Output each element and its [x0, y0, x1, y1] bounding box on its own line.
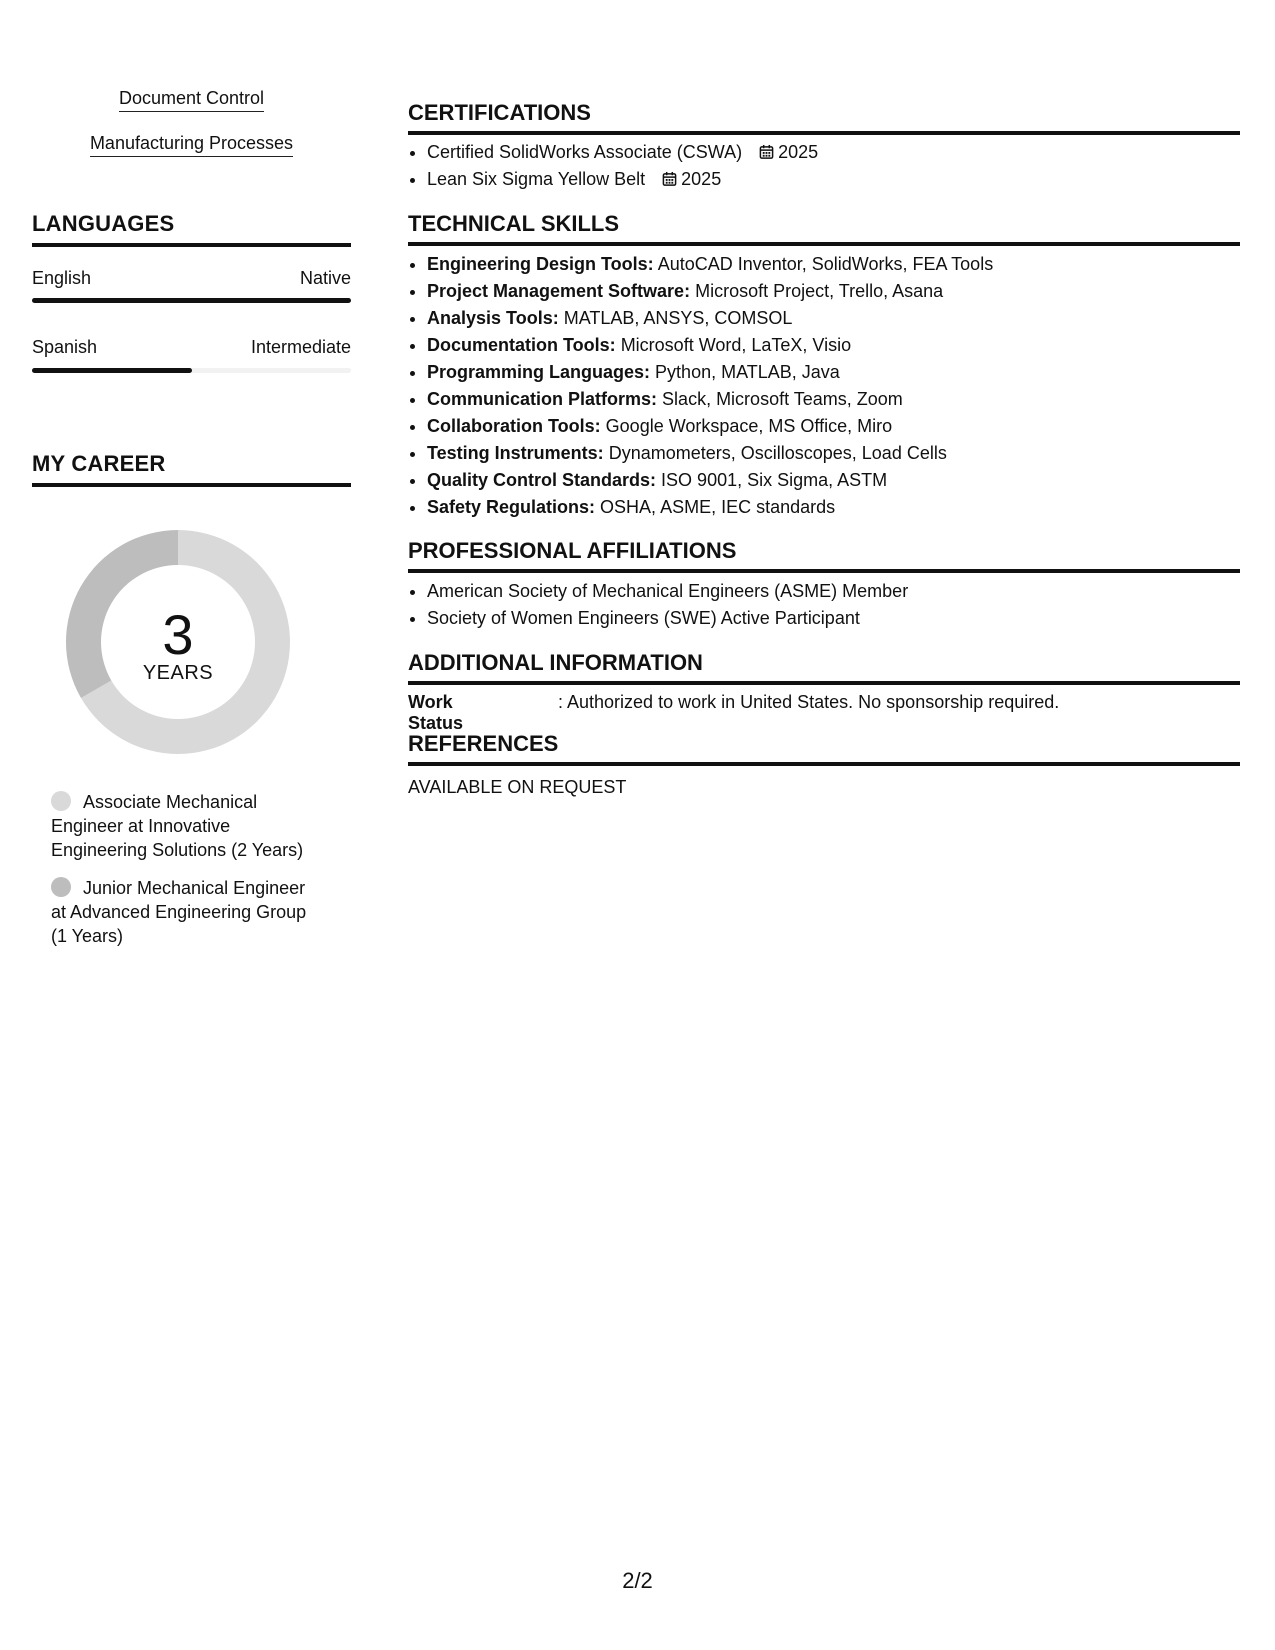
references-text: AVAILABLE ON REQUEST: [408, 777, 627, 797]
skill-category: Project Management Software:: [427, 281, 691, 301]
career-legend-dot: [51, 791, 71, 811]
affiliations-list: [408, 578, 1240, 632]
career-total-number: 3: [162, 603, 194, 666]
certifications-section-title: CERTIFICATIONS: [408, 100, 1240, 135]
career-item-junior: [51, 876, 321, 948]
skill-category: Collaboration Tools:: [427, 416, 601, 436]
technical-skill-item: [427, 494, 1240, 521]
work-status-label: Work Status: [408, 692, 464, 733]
page-number: 2/2: [622, 1568, 653, 1593]
skill-values: Microsoft Word, LaTeX, Visio: [620, 335, 852, 355]
skill-tag-label: Document Control: [119, 88, 264, 112]
career-item-text: Junior Mechanical Engineer at Advanced Engineering Group (1 Years): [51, 878, 307, 946]
work-status-value: : Authorized to work in United States. No sponsorship required.: [558, 692, 1060, 712]
career-item-associate: [51, 790, 321, 862]
languages-section-title: LANGUAGES: [32, 211, 351, 247]
technical-skill-item: [427, 413, 1240, 440]
language-bar-fill: [32, 368, 192, 373]
language-name: Spanish: [32, 337, 98, 357]
affiliation-item: • Society of Women Engineers (SWE) Active Participant: [427, 605, 1240, 632]
technical-skill-item: [427, 278, 1240, 305]
skill-values: Microsoft Project, Trello, Asana: [695, 281, 944, 301]
calendar-icon: [759, 144, 774, 160]
skill-values: Python, MATLAB, Java: [655, 362, 840, 382]
career-legend-dot: [51, 877, 71, 897]
skill-category: Safety Regulations:: [427, 497, 596, 517]
technical-skill-item: [427, 332, 1240, 359]
skill-category: Testing Instruments:: [427, 443, 604, 463]
references-section-title: REFERENCES: [408, 731, 1240, 766]
additional-info-section-title: ADDITIONAL INFORMATION: [408, 650, 1240, 685]
career-donut-chart: [66, 530, 290, 754]
technical-skill-item: [427, 467, 1240, 494]
language-bar-spanish: [32, 368, 351, 373]
skill-values: OSHA, ASME, IEC standards: [600, 497, 836, 517]
certification-item: [427, 139, 1240, 166]
career-item-text: Associate Mechanical Engineer at Innovative Engineering Solutions (2 Years): [51, 792, 304, 860]
technical-skill-item: [427, 251, 1240, 278]
certification-year: 2025: [681, 169, 722, 189]
language-level: Intermediate: [250, 337, 351, 357]
skill-tag-document-control: [32, 88, 351, 112]
skill-values: Dynamometers, Oscilloscopes, Load Cells: [608, 443, 947, 463]
skill-values: Google Workspace, MS Office, Miro: [605, 416, 893, 436]
technical-skill-item: [427, 359, 1240, 386]
technical-skill-item: [427, 440, 1240, 467]
technical-skill-item: [427, 305, 1240, 332]
technical-skills-section-title: TECHNICAL SKILLS: [408, 211, 1240, 246]
certification-year: 2025: [778, 142, 819, 162]
calendar-icon: [662, 171, 677, 187]
career-section-title: MY CAREER: [32, 451, 351, 487]
certification-name: Certified SolidWorks Associate (CSWA): [427, 142, 743, 162]
skill-category: Documentation Tools:: [427, 335, 616, 355]
language-name: English: [32, 268, 92, 288]
skill-category: Engineering Design Tools:: [427, 254, 654, 274]
skill-category: Quality Control Standards:: [427, 470, 657, 490]
skill-category: Communication Platforms:: [427, 389, 658, 409]
language-bar-english: [32, 298, 351, 303]
skill-values: Slack, Microsoft Teams, Zoom: [662, 389, 903, 409]
skill-tag-manufacturing-processes: [32, 133, 351, 157]
skill-values: ISO 9001, Six Sigma, ASTM: [661, 470, 888, 490]
affiliation-item: • American Society of Mechanical Engineers (ASME) Member: [427, 578, 1240, 605]
career-total-unit: YEARS: [142, 662, 214, 684]
skill-tag-label: Manufacturing Processes: [90, 133, 293, 157]
skill-category: Programming Languages:: [427, 362, 651, 382]
technical-skill-item: [427, 386, 1240, 413]
language-bar-fill: [32, 298, 351, 303]
skill-values: AutoCAD Inventor, SolidWorks, FEA Tools: [657, 254, 994, 274]
skill-values: MATLAB, ANSYS, COMSOL: [563, 308, 793, 328]
technical-skills-list: [408, 251, 1240, 521]
language-level: Native: [299, 268, 351, 288]
certification-name: Lean Six Sigma Yellow Belt: [427, 169, 646, 189]
certifications-list: [408, 139, 1240, 193]
certification-item: [427, 166, 1240, 193]
skill-category: Analysis Tools:: [427, 308, 559, 328]
affiliations-section-title: PROFESSIONAL AFFILIATIONS: [408, 538, 1240, 573]
